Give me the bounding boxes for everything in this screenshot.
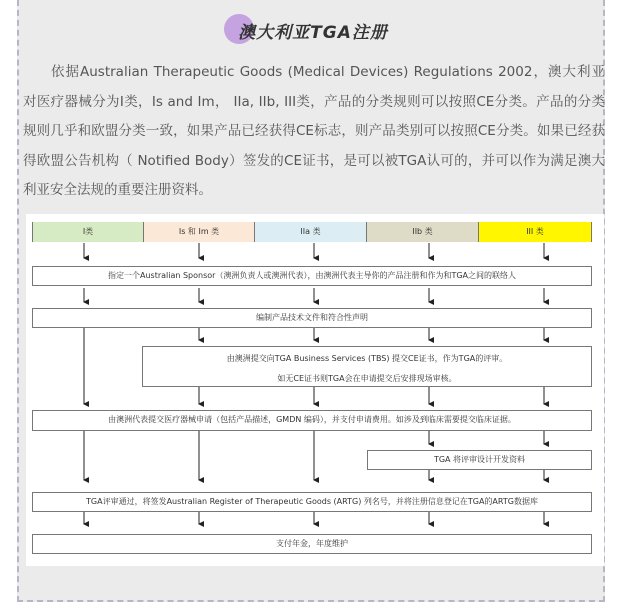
category-class-iib: IIb 类 <box>367 222 479 242</box>
category-class-is-im: Is 和 Im 类 <box>144 222 255 242</box>
step-artg-listing: TGA评审通过，将签发Australian Register of Therapeutic Goods (ARTG) 列名号，并将注册信息登记在TGA的ARTG数据库 <box>32 492 592 512</box>
tbs-line-1: 由澳洲提交向TGA Business Services (TBS) 提交CE证书，作为TGA的评审。 <box>226 354 508 363</box>
category-class-iia: IIa 类 <box>255 222 367 242</box>
step-submit-application: 由澳洲代表提交医疗器械申请（包括产品描述，GMDN 编码），并支付申请费用。如涉及到临床需要提交临床证据。 <box>32 410 592 431</box>
title-block <box>19 14 607 48</box>
step-tbs-submission <box>142 346 592 387</box>
step-design-review: TGA 将评审设计开发资料 <box>367 450 592 470</box>
step-annual-fee: 支付年金，年度维护 <box>32 534 592 554</box>
category-class-iii: III 类 <box>479 222 591 242</box>
category-class-i: I类 <box>33 222 144 242</box>
tbs-line-2: 如无CE证书则TGA会在申请提交后安排现场审核。 <box>277 374 457 383</box>
intro-paragraph: 依据Australian Therapeutic Goods (Medical Devices) Regulations 2002，澳大利亚对医疗器械分为I类，Is and Im， IIa, IIb, III类，产品的分类规则可以按照CE分类。产品的分类规则几乎和欧盟分类一致，如果产品已经获得CE标志，则产品类别可以按照CE分类。如果已经获得欧盟公告机构（ Notified Body）签发的CE证书，是可以被TGA认可的，并可以作为满足澳大利亚安全法规的重要注册资料。 <box>23 64 605 198</box>
page-title: 澳大利亚TGA注册 <box>238 23 388 43</box>
registration-flowchart <box>26 214 604 566</box>
step-appoint-sponsor: 指定一个Australian Sponsor（澳洲负责人或澳洲代表），由澳洲代表主导你的产品注册和作为和TGA之间的联络人 <box>32 266 592 286</box>
step-technical-file: 编制产品技术文件和符合性声明 <box>32 308 592 328</box>
